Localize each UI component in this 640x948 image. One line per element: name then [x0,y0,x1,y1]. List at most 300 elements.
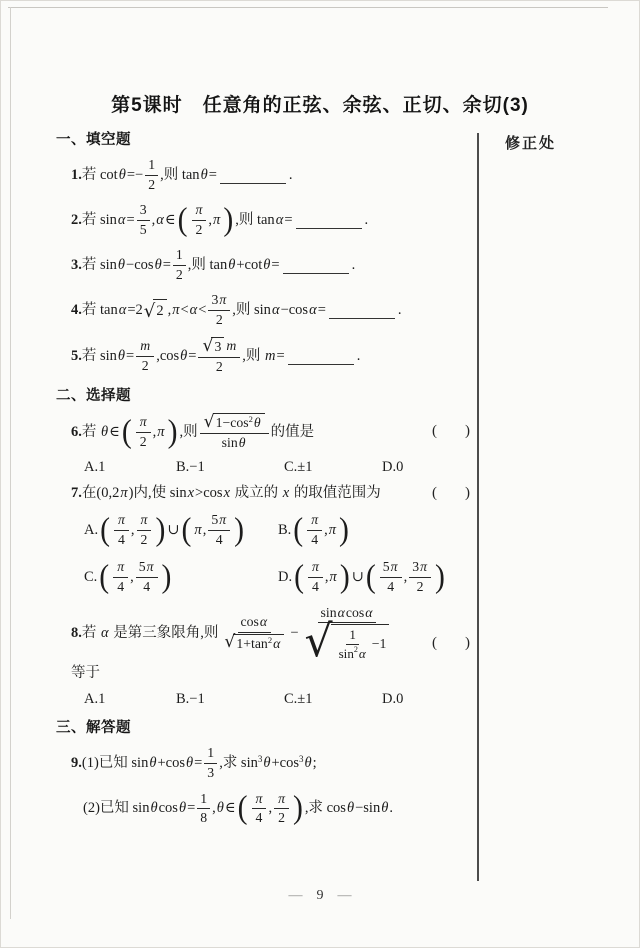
math-text: = [276,347,285,364]
math-text: 4 [117,578,125,594]
math-variable: π [312,559,319,575]
fraction-numerator [198,337,240,358]
math-text: (2)已知 sin [83,800,150,817]
paren-content [249,790,292,828]
math-text: 8 [200,810,208,826]
math-text: 2 [215,358,223,374]
option [176,691,284,708]
math-text: ,则 tan [187,256,228,273]
math-text: = [284,211,293,228]
option [84,558,278,596]
square-root [224,634,284,653]
math-variable: x [223,485,230,502]
fraction [137,512,152,548]
math-text: 若 cot [81,166,118,183]
math-text: 3 [211,292,219,308]
math-text: = [162,256,171,273]
math-text: . [288,166,293,183]
math-text: ,则 [242,347,265,364]
math-variable: π [120,485,128,502]
math-text: =− [126,166,144,183]
math-text: A. [84,521,99,538]
fraction-numerator [238,614,272,633]
math-variable: x [187,485,195,502]
question-number: 2. [71,211,82,228]
answer-paren-right: ) [465,635,470,652]
math-text: , [130,568,134,585]
scan-edge-top [8,7,608,8]
math-variable: θ [216,800,224,817]
right-paren: ) [339,559,350,595]
math-text: , [212,800,216,817]
math-variable: θ [228,256,236,273]
math-text: sin [221,434,238,450]
worksheet-body [56,128,470,835]
math-variable: α [309,301,317,318]
math-text: 4 [255,810,263,826]
math-text: . [397,301,402,318]
math-variable: θ [178,800,187,817]
right-paren: ) [435,559,445,595]
radicand [213,413,265,432]
math-text: 1 [207,745,215,761]
paren-content [111,511,154,549]
answer-paren-left: ( [432,423,437,440]
fraction-denominator [137,433,150,451]
math-text: = [317,301,326,318]
math-text: 若 sin [81,347,117,364]
parenthesis-group [365,558,446,596]
superscript: 2 [267,634,273,645]
math-text: 1 [349,627,356,643]
math-variable: m [226,338,237,354]
math-variable: α [118,301,127,318]
parenthesis-group [177,201,235,239]
fraction-denominator [308,531,321,549]
math-text: 2 [175,266,183,282]
math-variable: α [271,301,280,318]
math-variable: θ [118,166,126,183]
question-line [56,201,470,239]
fraction [274,791,289,827]
section-heading: 二、选择题 [56,388,131,405]
math-text: 2 [215,311,223,327]
parenthesis-group [237,790,304,828]
paren-content [305,558,339,596]
math-variable: θ [263,754,271,771]
answer-paren-right: ) [465,485,470,501]
answer-brackets [432,633,470,655]
option [84,459,176,476]
question-line [56,790,470,828]
option [382,691,470,708]
math-variable: θ [263,256,271,273]
superscript: 2 [353,644,358,654]
left-paren: ( [177,202,188,238]
math-variable: θ [101,423,109,440]
math-text: 1+tan [236,635,268,651]
math-variable: π [278,790,285,806]
right-paren: ) [155,512,166,548]
math-text: )内,使 sin [128,485,187,502]
math-text: ∈ [109,423,120,440]
math-text: , [208,211,213,228]
math-variable: θ [150,800,158,817]
math-variable: π [194,521,202,538]
math-text: C.±1 [284,459,313,476]
fill-blank [283,272,349,274]
paren-content [304,511,338,549]
fraction [204,745,217,781]
fraction-numerator [307,512,322,531]
math-text: 5 [382,559,390,575]
math-text: A.1 [84,459,106,476]
question-number: 4. [71,301,82,318]
fraction-denominator [137,221,150,239]
fraction-denominator [145,176,158,194]
fraction [113,559,128,595]
superscript: 3 [257,753,263,764]
math-text: ∪ [167,521,180,538]
math-text: ,cos [156,347,180,364]
math-text: sin [338,645,354,661]
correction-divider-line [477,133,479,881]
math-variable: m [140,338,151,354]
math-text: cos [240,614,259,630]
math-text: < [180,301,189,318]
math-variable: θ [253,415,261,431]
math-text: . [364,211,369,228]
radical-icon: √ [202,335,214,356]
math-text: 1 [200,790,208,806]
math-variable: θ [381,800,389,817]
question-line [56,246,470,284]
answer-brackets [432,421,470,443]
math-text: ,则 [179,423,198,440]
math-text: 的值是 [270,423,315,440]
fraction-denominator [138,531,151,549]
radical-icon: √ [203,411,215,432]
section-heading: 三、解答题 [56,720,131,737]
math-text: C.±1 [284,691,313,708]
fraction [136,414,151,450]
fraction-denominator [140,578,153,596]
question-number: 9. [71,754,82,771]
math-text: −1 [371,635,387,651]
math-text: ; [312,754,317,771]
answer-paren-left: ( [432,485,437,501]
fraction-denominator [219,434,250,452]
right-paren: ) [292,790,303,826]
math-text: ∈ [164,211,176,228]
fraction [220,614,288,652]
math-text: ,则 tan [235,211,275,228]
math-text: 4 [143,578,151,594]
math-variable: π [117,559,125,575]
fraction-numerator [173,247,186,266]
math-text: ,则 sin [232,301,271,318]
paren-content [110,558,160,596]
page-number: 9 [316,888,324,903]
math-variable: θ [238,434,246,450]
fraction [145,157,158,193]
math-text: 4 [215,531,223,547]
fraction-numerator [136,414,151,433]
fraction [114,512,129,548]
question-number: 7. [71,485,82,502]
fraction-numerator [136,559,158,578]
fraction-numerator [200,413,269,434]
left-paren: ( [121,414,132,450]
fraction-denominator [115,531,128,549]
question-line [56,336,470,376]
math-text: = [188,347,197,364]
math-text: 5 [139,221,147,237]
math-variable: θ [117,256,126,273]
math-variable: α [365,604,373,620]
math-variable: π [213,211,221,228]
fraction [137,202,150,238]
left-paren: ( [294,559,305,595]
fraction-denominator [220,633,288,653]
math-variable: π [219,292,227,308]
option [382,459,470,476]
math-text: (1)已知 sin [81,754,149,771]
math-text: 2 [156,302,164,319]
fraction [136,559,158,595]
math-text: B.−1 [176,459,205,476]
math-text: 3 [139,202,147,218]
fraction-numerator [192,202,207,221]
math-text: , [167,301,172,318]
math-variable: π [118,512,125,528]
math-text: ,则 tan [160,166,200,183]
math-variable: π [255,790,263,806]
options-row [84,459,470,476]
option [176,459,284,476]
math-variable: m [265,347,276,364]
right-paren: ) [161,559,172,595]
fraction-denominator [213,311,226,329]
fraction-denominator [197,809,210,827]
math-text: =2 [127,301,143,318]
fraction-denominator [384,578,397,596]
math-text: , [151,211,156,228]
question-number: 3. [71,256,82,273]
math-text: , [202,521,207,538]
math-text: , [403,568,408,585]
fill-blank [329,317,395,319]
fraction [308,559,323,595]
fraction-numerator [274,791,289,810]
fraction-numerator [145,157,158,176]
question-number: 8. [71,624,82,641]
math-text: = [187,800,196,817]
fraction-numerator [136,338,154,357]
math-variable: π [420,559,427,575]
math-variable: π [157,423,165,440]
math-text: 2 [195,221,203,237]
fraction [301,604,394,668]
question-number: 5. [71,347,82,364]
math-text: 3 [207,765,215,780]
fraction-denominator [204,764,217,782]
fraction-numerator [308,559,323,578]
fraction-numerator [208,512,230,531]
fraction [136,338,154,374]
fraction [252,791,267,827]
paren-content [377,558,434,596]
math-text: 的取值范围为 [290,485,381,502]
left-paren: ( [237,790,248,826]
math-text: 3 [214,339,222,355]
right-paren: ) [339,512,349,548]
options-row [84,511,470,596]
question-line [56,412,470,452]
math-text: − [290,624,299,641]
math-text: A.1 [84,691,106,708]
math-text: ,求 cos [304,800,346,817]
parenthesis-group [292,511,350,549]
math-variable: α [275,211,284,228]
fraction-denominator [336,645,370,662]
math-text: , [268,800,273,817]
math-text: = [126,211,135,228]
option [284,691,382,708]
answer-brackets [432,483,470,505]
parenthesis-group [293,558,351,596]
math-text: D.0 [382,691,404,708]
fraction [208,292,230,328]
question-number: 6. [71,423,82,440]
question-line [56,156,470,194]
math-text: sin [320,604,337,620]
math-text: −cos [280,301,309,318]
parenthesis-group [121,413,179,451]
scan-edge-left [10,7,11,919]
square-root [304,616,390,668]
fraction-denominator [253,809,266,827]
math-text: 2 [140,531,148,547]
math-text: ,求 sin [219,754,258,771]
answer-paren-left: ( [432,635,437,652]
fraction [197,791,210,827]
paren-content [192,511,233,549]
math-variable: x [282,485,290,502]
math-text: 5 [138,559,146,575]
math-variable: α [337,604,345,620]
fraction [192,202,207,238]
fill-blank [220,182,286,184]
math-variable: θ [200,166,208,183]
math-variable: θ [304,754,312,771]
fraction-numerator [197,791,210,810]
fraction-numerator [204,745,217,764]
math-variable: π [139,414,147,430]
fraction-numerator [252,791,267,810]
math-text: = [194,754,203,771]
section-heading: 一、填空题 [56,132,131,148]
question-number: 1. [71,166,82,183]
math-text: 1 [175,247,183,263]
math-text: = [208,166,217,183]
footer-dash-right: — [337,888,352,903]
math-variable: α [259,614,268,630]
right-paren: ) [234,512,245,548]
math-text: , [130,521,135,538]
left-paren: ( [100,512,111,548]
math-text: >cos [195,485,223,502]
math-text: = [271,256,280,273]
superscript: 3 [299,753,304,764]
fraction-numerator [380,559,402,578]
math-text: cos [345,604,365,620]
option [84,511,278,549]
math-text: . [389,800,393,817]
fraction-denominator [213,358,226,376]
math-variable: π [219,512,227,528]
option [84,691,176,708]
math-text: 4 [118,531,125,547]
math-variable: θ [185,754,194,771]
math-variable: π [311,512,319,528]
math-variable: α [273,635,281,651]
page-title: 第5课时 任意角的正弦、余弦、正切、余切(3) [111,95,529,116]
options-row [84,691,470,708]
math-text: . [356,347,361,364]
fraction [307,512,322,548]
math-text: −cos [126,256,154,273]
math-text: D. [278,568,293,585]
paren-content [189,201,223,239]
math-variable: α [117,211,126,228]
fraction-denominator [114,578,127,596]
math-text: D.0 [382,459,404,476]
math-text: 1 [148,157,156,172]
answer-paren-right: ) [465,423,470,440]
fraction [200,413,269,451]
superscript: 2 [248,414,253,425]
math-variable: α [101,624,109,641]
math-text: +cos [271,754,299,771]
page-footer [0,888,640,904]
math-text: 4 [311,531,319,547]
math-variable: π [172,301,180,318]
option [278,511,470,549]
question-line [56,604,470,685]
option [284,459,382,476]
math-text: 4 [312,578,319,594]
left-paren: ( [99,559,110,595]
fraction-denominator [309,578,322,596]
fraction-denominator [414,578,427,596]
left-paren: ( [181,512,192,548]
math-text: 是第三象限角,则 [109,624,219,641]
fraction-numerator [346,627,359,645]
math-variable: π [329,568,337,585]
fraction-denominator [213,531,226,549]
math-variable: α [189,301,198,318]
math-text: 在(0,2 [81,485,120,502]
fraction-numerator [409,559,431,578]
math-variable: π [146,559,154,575]
left-paren: ( [365,559,376,595]
fraction-numerator [137,512,152,531]
math-text: 若 sin [81,256,117,273]
math-text: 若 [81,423,100,440]
radical-icon: √ [224,632,236,653]
math-text: B.−1 [176,691,205,708]
